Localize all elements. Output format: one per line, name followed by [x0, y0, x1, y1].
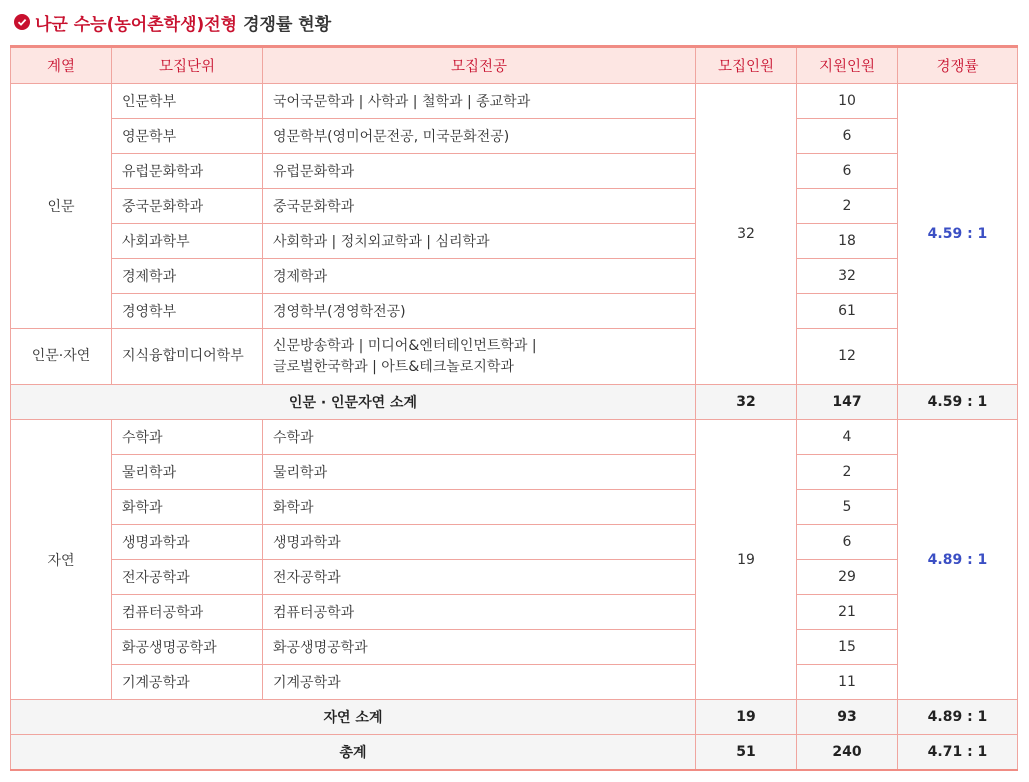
quota-cell: 19: [696, 420, 797, 700]
applicants-cell: 21: [797, 595, 898, 630]
table-row: [11, 455, 1018, 490]
applicants-cell: 2: [797, 189, 898, 224]
major-line-1: 신문방송학과 | 미디어&엔터테인먼트학과 |: [273, 337, 537, 354]
table-row: [11, 84, 1018, 119]
header-rate: 경쟁률: [898, 47, 1018, 84]
major-cell: 컴퓨터공학과: [263, 595, 696, 630]
unit-cell: 인문학부: [112, 84, 263, 119]
subtotal-quota: 32: [696, 385, 797, 420]
subtotal-rate: 4.59 : 1: [898, 385, 1018, 420]
subtotal-applicants: 93: [797, 700, 898, 735]
major-cell: 영문학부(영미어문전공, 미국문화전공): [263, 119, 696, 154]
major-cell: 중국문화학과: [263, 189, 696, 224]
applicants-cell: 15: [797, 630, 898, 665]
unit-cell: 지식융합미디어학부: [112, 329, 263, 385]
header-major: 모집전공: [263, 47, 696, 84]
applicants-cell: 4: [797, 420, 898, 455]
unit-cell: 중국문화학과: [112, 189, 263, 224]
major-cell: [263, 329, 696, 385]
applicants-cell: 2: [797, 455, 898, 490]
subtotal-row: [11, 385, 1018, 420]
applicants-cell: 6: [797, 525, 898, 560]
applicants-cell: 11: [797, 665, 898, 700]
major-cell: 수학과: [263, 420, 696, 455]
header-quota: 모집인원: [696, 47, 797, 84]
major-cell: 물리학과: [263, 455, 696, 490]
major-line-2: 글로벌한국학과 | 아트&테크놀로지학과: [273, 358, 514, 375]
total-quota: 51: [696, 735, 797, 771]
subtotal-label: 인문 · 인문자연 소계: [11, 385, 696, 420]
applicants-cell: 29: [797, 560, 898, 595]
major-cell: 전자공학과: [263, 560, 696, 595]
rate-cell: 4.59 : 1: [898, 84, 1018, 385]
subtotal-label: 자연 소계: [11, 700, 696, 735]
total-row: [11, 735, 1018, 771]
unit-cell: 생명과학과: [112, 525, 263, 560]
header-category: 계열: [11, 47, 112, 84]
subtotal-quota: 19: [696, 700, 797, 735]
header-row: [11, 47, 1018, 84]
total-label: 총계: [11, 735, 696, 771]
quota-cell: 32: [696, 84, 797, 385]
unit-cell: 컴퓨터공학과: [112, 595, 263, 630]
title-rest: 경쟁률 현황: [243, 14, 332, 35]
applicants-cell: 10: [797, 84, 898, 119]
applicants-cell: 12: [797, 329, 898, 385]
applicants-cell: 6: [797, 119, 898, 154]
unit-cell: 경제학과: [112, 259, 263, 294]
total-applicants: 240: [797, 735, 898, 771]
unit-cell: 화공생명공학과: [112, 630, 263, 665]
table-row: [11, 420, 1018, 455]
major-cell: 화공생명공학과: [263, 630, 696, 665]
category-cell: 자연: [11, 420, 112, 700]
unit-cell: 물리학과: [112, 455, 263, 490]
table-row: [11, 560, 1018, 595]
unit-cell: 경영학부: [112, 294, 263, 329]
category-cell: 인문: [11, 84, 112, 329]
total-rate: 4.71 : 1: [898, 735, 1018, 771]
major-cell: 국어국문학과 | 사학과 | 철학과 | 종교학과: [263, 84, 696, 119]
applicants-cell: 6: [797, 154, 898, 189]
check-circle-icon: [14, 14, 30, 30]
unit-cell: 유럽문화학과: [112, 154, 263, 189]
applicants-cell: 18: [797, 224, 898, 259]
major-cell: 경영학부(경영학전공): [263, 294, 696, 329]
table-row: [11, 119, 1018, 154]
unit-cell: 사회과학부: [112, 224, 263, 259]
table-row: [11, 224, 1018, 259]
unit-cell: 전자공학과: [112, 560, 263, 595]
subtotal-applicants: 147: [797, 385, 898, 420]
table-row: [11, 329, 1018, 385]
title-highlight: 나군 수능(농어촌학생)전형: [35, 14, 238, 35]
table-row: [11, 665, 1018, 700]
table-row: [11, 630, 1018, 665]
header-unit: 모집단위: [112, 47, 263, 84]
table-row: [11, 490, 1018, 525]
unit-cell: 영문학부: [112, 119, 263, 154]
section-title: [14, 8, 331, 36]
applicants-cell: 32: [797, 259, 898, 294]
rate-cell: 4.89 : 1: [898, 420, 1018, 700]
major-cell: 사회학과 | 정치외교학과 | 심리학과: [263, 224, 696, 259]
table-row: [11, 154, 1018, 189]
table-row: [11, 294, 1018, 329]
major-cell: 경제학과: [263, 259, 696, 294]
unit-cell: 기계공학과: [112, 665, 263, 700]
unit-cell: 화학과: [112, 490, 263, 525]
table-row: [11, 189, 1018, 224]
table-row: [11, 525, 1018, 560]
subtotal-row: [11, 700, 1018, 735]
subtotal-rate: 4.89 : 1: [898, 700, 1018, 735]
header-applicants: 지원인원: [797, 47, 898, 84]
major-cell: 유럽문화학과: [263, 154, 696, 189]
applicants-cell: 61: [797, 294, 898, 329]
major-cell: 기계공학과: [263, 665, 696, 700]
major-cell: 화학과: [263, 490, 696, 525]
unit-cell: 수학과: [112, 420, 263, 455]
table-row: [11, 259, 1018, 294]
applicants-cell: 5: [797, 490, 898, 525]
major-cell: 생명과학과: [263, 525, 696, 560]
category-cell: 인문·자연: [11, 329, 112, 385]
table-row: [11, 595, 1018, 630]
competition-table: [10, 45, 1018, 771]
